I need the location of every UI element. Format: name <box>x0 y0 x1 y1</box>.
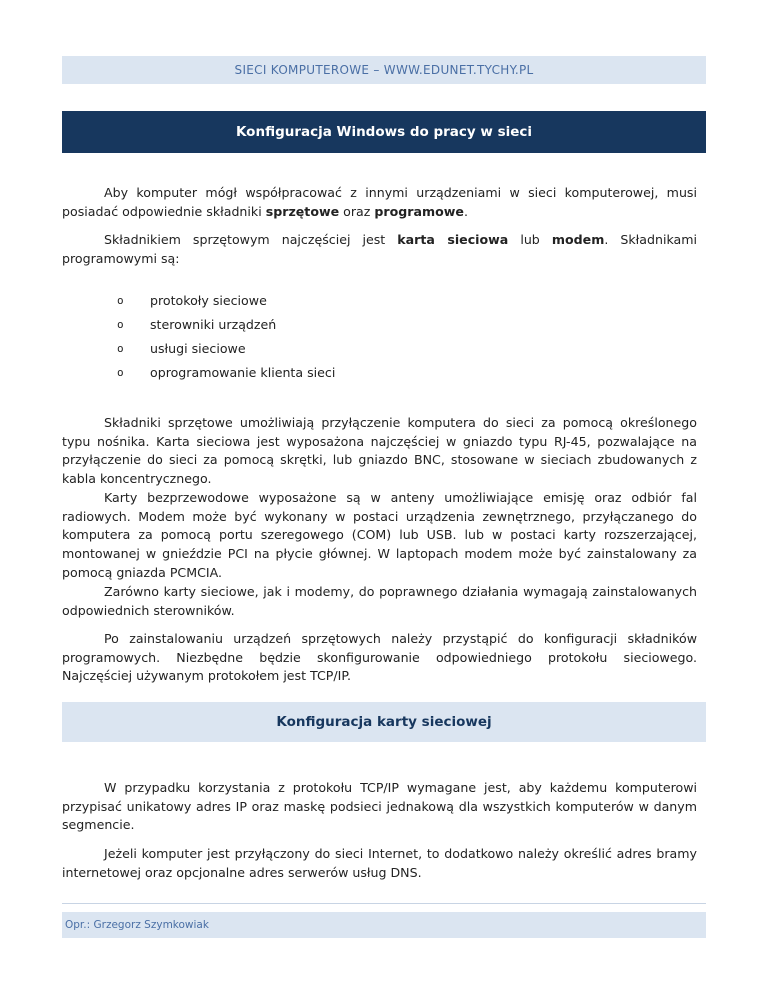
list-item <box>117 364 335 388</box>
internet-paragraph: Jeżeli komputer jest przyłączony do sieci Internet, to dodatkowo należy określić adres bramy internetowej oraz opcjonalne adres serwerów usług DNS. <box>62 846 697 880</box>
intro-p2-end: . Składnikami programowymi są: <box>62 232 697 266</box>
intro-paragraph-2 <box>62 231 697 268</box>
bullet-circle-icon: o <box>117 294 124 307</box>
term-network-card: karta sieciowa <box>397 232 509 247</box>
intro-p1-conjunction: oraz <box>339 203 375 219</box>
configuration-paragraph: Po zainstalowaniu urządzeń sprzętowych należy przystąpić do konfiguracji składników programowych. Niezbędne będzie skonfigurowanie odpowiedniego protokołu sieciowego. Najczęściej używanym protokołem jest TCP/IP. <box>62 631 697 684</box>
bullet-circle-icon: o <box>117 342 124 355</box>
intro-paragraph-1 <box>62 184 697 221</box>
page-header: SIECI KOMPUTEROWE – WWW.EDUNET.TYCHY.PL <box>62 56 706 84</box>
list-item-text: protokoły sieciowe <box>150 293 267 308</box>
term-hardware: sprzętowe <box>265 203 340 219</box>
term-modem: modem <box>551 232 605 247</box>
intro-p1-end: . <box>463 203 468 219</box>
drivers-paragraph: Zarówno karty sieciowe, jak i modemy, do poprawnego działania wymagają zainstalowanych odpowiednich sterowników. <box>62 584 697 618</box>
list-item-text: oprogramowanie klienta sieci <box>150 365 336 380</box>
intro-p2-conjunction: lub <box>508 232 552 247</box>
list-item <box>117 316 335 340</box>
page-footer: Opr.: Grzegorz Szymkowiak <box>62 912 706 938</box>
intro-p2-text: Składnikiem sprzętowym najczęściej jest <box>104 232 398 247</box>
list-item-text: usługi sieciowe <box>150 341 246 356</box>
footer-divider <box>62 903 706 904</box>
intro-p1-text: Aby komputer mógł współpracować z innymi urządzeniami w sieci komputerowej, musi posiadać odpowiednie składniki <box>62 185 697 219</box>
term-software: programowe <box>374 203 464 219</box>
bullet-circle-icon: o <box>117 366 124 379</box>
software-components-list <box>117 292 335 388</box>
list-item <box>117 340 335 364</box>
section-title: Konfiguracja karty sieciowej <box>62 702 706 742</box>
tcpip-paragraph: W przypadku korzystania z protokołu TCP/IP wymagane jest, aby każdemu komputerowi przypisać unikatowy adres IP oraz maskę podsieci jednakową dla wszystkich komputerów w danym segmencie. <box>62 780 697 833</box>
list-item-text: sterowniki urządzeń <box>150 317 277 332</box>
list-item <box>117 292 335 316</box>
document-title: Konfiguracja Windows do pracy w sieci <box>62 111 706 153</box>
bullet-circle-icon: o <box>117 318 124 331</box>
wireless-modem-paragraph: Karty bezprzewodowe wyposażone są w anteny umożliwiające emisję oraz odbiór fal radiowych. Modem może być wykonany w postaci urządzenia zewnętrznego, przyłączanego do komputera za pomocą portu szeregowego (COM) lub USB. lub w postaci karty rozszerzającej, montowanej w gnieździe PCI na płycie głównej. W laptopach modem może być zainstalowany za pomocą gniazda PCMCIA. <box>62 490 697 580</box>
hardware-paragraph: Składniki sprzętowe umożliwiają przyłączenie komputera do sieci za pomocą określonego typu nośnika. Karta sieciowa jest wyposażona najczęściej w gniazdo typu RJ-45, pozwalające na przyłączenie do sieci za pomocą skrętki, lub gniazdo BNC, stosowane w sieciach zbudowanych z kabla koncentrycznego. <box>62 415 697 487</box>
